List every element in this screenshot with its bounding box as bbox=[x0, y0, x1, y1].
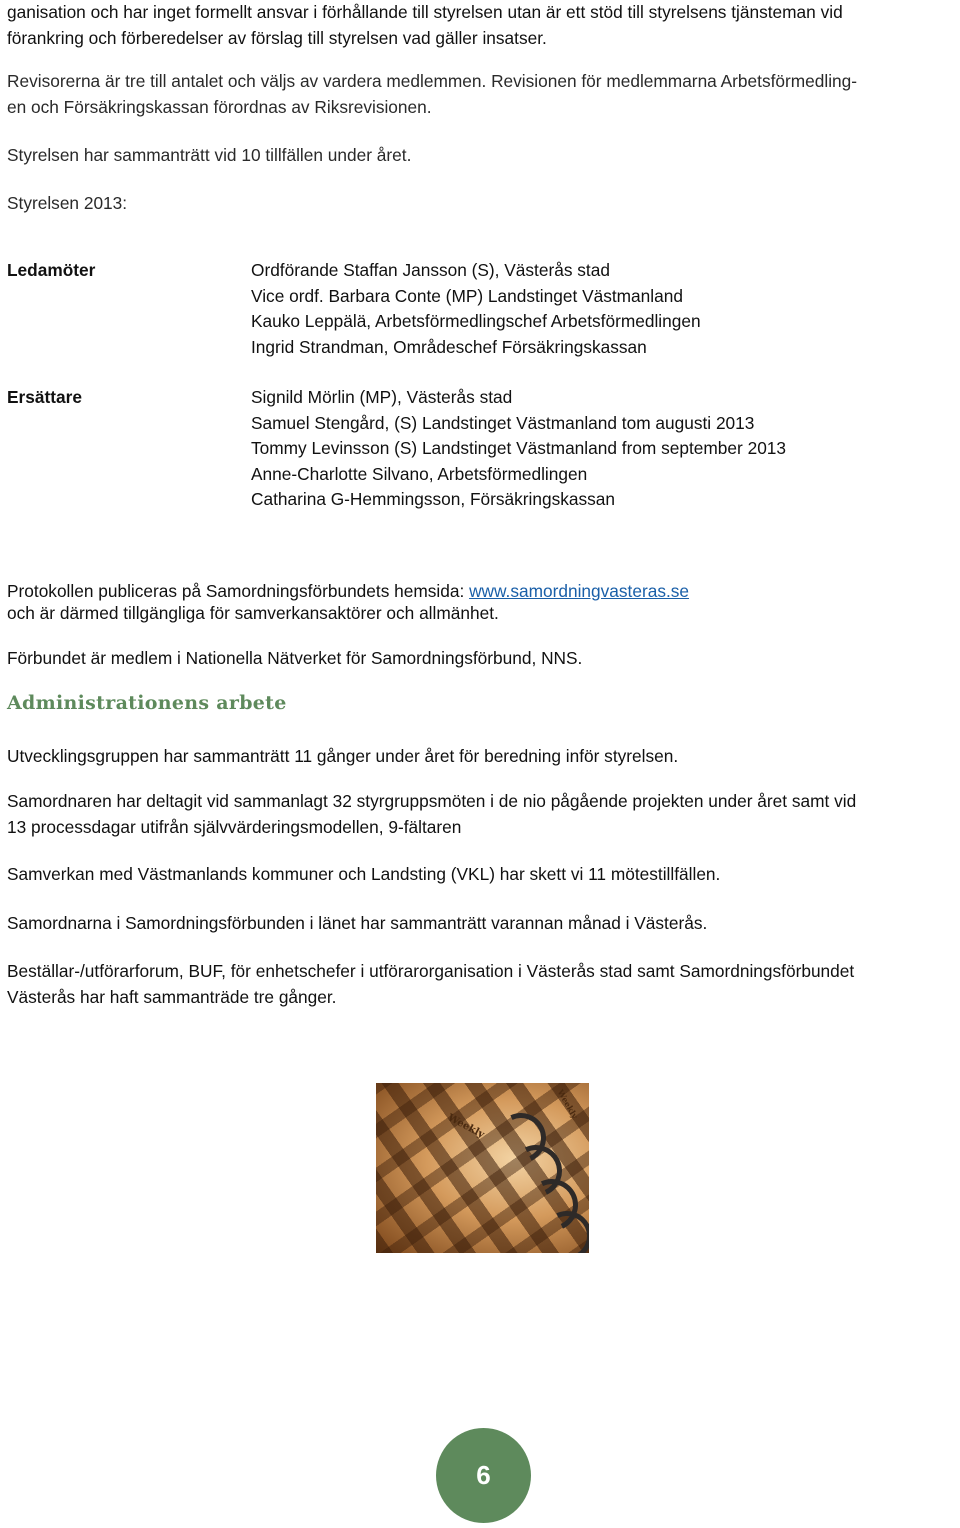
members-list bbox=[251, 258, 701, 360]
admin-p5-line-1: Beställar-/utförarforum, BUF, för enhetschefer i utförarorganisation i Västerås stad samt Samordningsförbundet bbox=[7, 961, 855, 981]
member-name: Ingrid Strandman, Områdeschef Försäkringskassan bbox=[251, 336, 647, 357]
meetings-paragraph bbox=[7, 143, 957, 169]
revisors-paragraph bbox=[7, 69, 957, 120]
revisors-line-2: en och Försäkringskassan förordnas av Riksrevisionen. bbox=[7, 96, 432, 117]
substitutes-label: Ersättare bbox=[7, 387, 82, 407]
substitute-name: Samuel Stengård, (S) Landstinget Västmanland tom augusti 2013 bbox=[251, 412, 755, 433]
photo-text-weekly-2: Weekly bbox=[555, 1087, 581, 1121]
photo-text-weekly: Weekly bbox=[445, 1112, 486, 1141]
member-name: Kauko Leppälä, Arbetsförmedlingschef Arbetsförmedlingen bbox=[251, 311, 701, 331]
substitutes-list bbox=[251, 385, 786, 513]
nns-paragraph bbox=[7, 646, 957, 672]
meetings-text: Styrelsen har sammanträtt vid 10 tillfällen under året. bbox=[7, 145, 412, 165]
admin-p4: Samordnarna i Samordningsförbunden i länet har sammanträtt varannan månad i Västerås. bbox=[7, 913, 708, 933]
admin-p5-line-2: Västerås har haft sammanträde tre gånger. bbox=[7, 986, 337, 1007]
admin-paragraph-5 bbox=[7, 959, 957, 1010]
board-title-text: Styrelsen 2013: bbox=[7, 193, 128, 213]
admin-p2-line-2: 13 processdagar utifrån självvärderingsmodellen, 9-fältaren bbox=[7, 816, 462, 837]
member-name: Vice ordf. Barbara Conte (MP) Landstinget Västmanland bbox=[251, 285, 683, 306]
member-name: Ordförande Staffan Jansson (S), Västerås stad bbox=[251, 260, 610, 280]
nns-text: Förbundet är medlem i Nationella Nätverket för Samordningsförbund, NNS. bbox=[7, 648, 583, 668]
admin-paragraph-4 bbox=[7, 911, 957, 937]
protocols-text: Protokollen publiceras på Samordningsförbundets hemsida: bbox=[7, 581, 470, 601]
revisors-line-1: Revisorerna är tre till antalet och väljs av vardera medlemmen. Revisionen för medlemmarna Arbetsförmedling- bbox=[7, 71, 858, 91]
planner-photo bbox=[376, 1083, 589, 1253]
protocols-line-2: och är därmed tillgängliga för samverkansaktörer och allmänhet. bbox=[7, 602, 499, 623]
admin-p3: Samverkan med Västmanlands kommuner och Landsting (VKL) har skett vi 11 mötestillfällen. bbox=[7, 864, 721, 884]
members-label: Ledamöter bbox=[7, 260, 96, 280]
admin-p2-line-1: Samordnaren har deltagit vid sammanlagt 32 styrgruppsmöten i de nio pågående projekten under året samt vid bbox=[7, 791, 857, 811]
substitute-name: Catharina G-Hemmingsson, Försäkringskassan bbox=[251, 489, 616, 509]
substitute-name: Signild Mörlin (MP), Västerås stad bbox=[251, 387, 513, 407]
intro-line-1: ganisation och har inget formellt ansvar i förhållande till styrelsen utan är ett stöd till styrelsens tjänsteman vid bbox=[7, 2, 843, 22]
substitute-name: Anne-Charlotte Silvano, Arbetsförmedlingen bbox=[251, 463, 588, 484]
admin-p1: Utvecklingsgruppen har sammanträtt 11 gånger under året för beredning inför styrelsen. bbox=[7, 746, 679, 766]
page-number: 6 bbox=[476, 1460, 491, 1490]
page-number-badge bbox=[436, 1428, 531, 1523]
website-link[interactable]: www.samordningvasteras.se bbox=[469, 581, 690, 601]
substitute-name: Tommy Levinsson (S) Landstinget Västmanland from september 2013 bbox=[251, 438, 787, 458]
admin-heading: Administrationens arbete bbox=[7, 692, 287, 714]
admin-paragraph-1 bbox=[7, 744, 957, 770]
admin-paragraph-2 bbox=[7, 789, 957, 840]
protocols-paragraph bbox=[7, 579, 957, 626]
board-title bbox=[7, 191, 957, 217]
admin-paragraph-3 bbox=[7, 862, 957, 888]
intro-paragraph bbox=[7, 0, 957, 51]
admin-section-heading bbox=[7, 692, 957, 714]
intro-line-2: förankring och förberedelser av förslag till styrelsen vad gäller insatser. bbox=[7, 27, 547, 48]
